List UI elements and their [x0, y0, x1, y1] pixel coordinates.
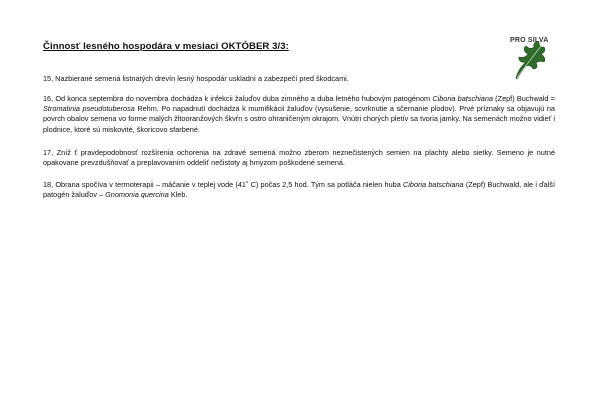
- paragraph-17: 17, Zníž ť pravdepodobnosť rozšírenia ochorenia na zdravé semená možno zberom neznečistených semien na plachty alebo sietky. Semeno je nutné opakovane prevzdušňovať a preplavovaním oddeliť nečistoty aj hmyzom poškodené semená.: [43, 148, 555, 168]
- paragraph-18-text-e: Kleb.: [168, 190, 188, 200]
- species-name: Gnomonia quercina: [105, 190, 169, 200]
- page-title: Činnosť lesného hospodára v mesiaci OKTÓBER 3/3:: [43, 41, 289, 52]
- paragraph-16-text-a: 16, Od konca septembra do novembra dochádza k infekcii žaluďov duba zimného a duba letného hubovým patogénom: [43, 94, 433, 103]
- paragraph-18: [43, 180, 555, 200]
- species-name: Stromatinia pseudotuberosa: [43, 104, 135, 114]
- paragraph-16-text-e: Rehm. Po napadnutí dochádza k mumifikácii žaluďov (vysušenie, scvrknutie a sčernanie plodov). Prvé príznaky sa objavujú na povrch obalov semena vo forme malých žltooranžových škvŕn s ostro ohraničeným okrajom. Vnútri chorých pletív sa tvoria jamky. Na semenách možno vidieť i plodnice, ktoré sú miskovité, škoricovo sfarbené.: [43, 104, 555, 134]
- paragraph-15: 15, Nazbierané semená listnatých drevín lesný hospodár uskladní a zabezpečí pred škodcami.: [43, 74, 349, 83]
- species-name: Ciboria batschiana: [403, 180, 464, 189]
- paragraph-18-text-c: (Zepf) Buchwald, ale i ďalší patogén žaluďov –: [43, 180, 555, 200]
- paragraph-16: [43, 94, 555, 135]
- species-name: Ciboria batschiana: [432, 94, 493, 103]
- paragraph-16-text-c: (Zepf) Buchwald =: [492, 94, 555, 103]
- logo-text: PRO SILVA: [510, 37, 549, 44]
- paragraph-18-text-a: 18, Obrana spočíva v termoterapii – máčanie v teplej vode (41˚ C) počas 2,5 hod. Tým sa potláča nielen huba: [43, 180, 403, 189]
